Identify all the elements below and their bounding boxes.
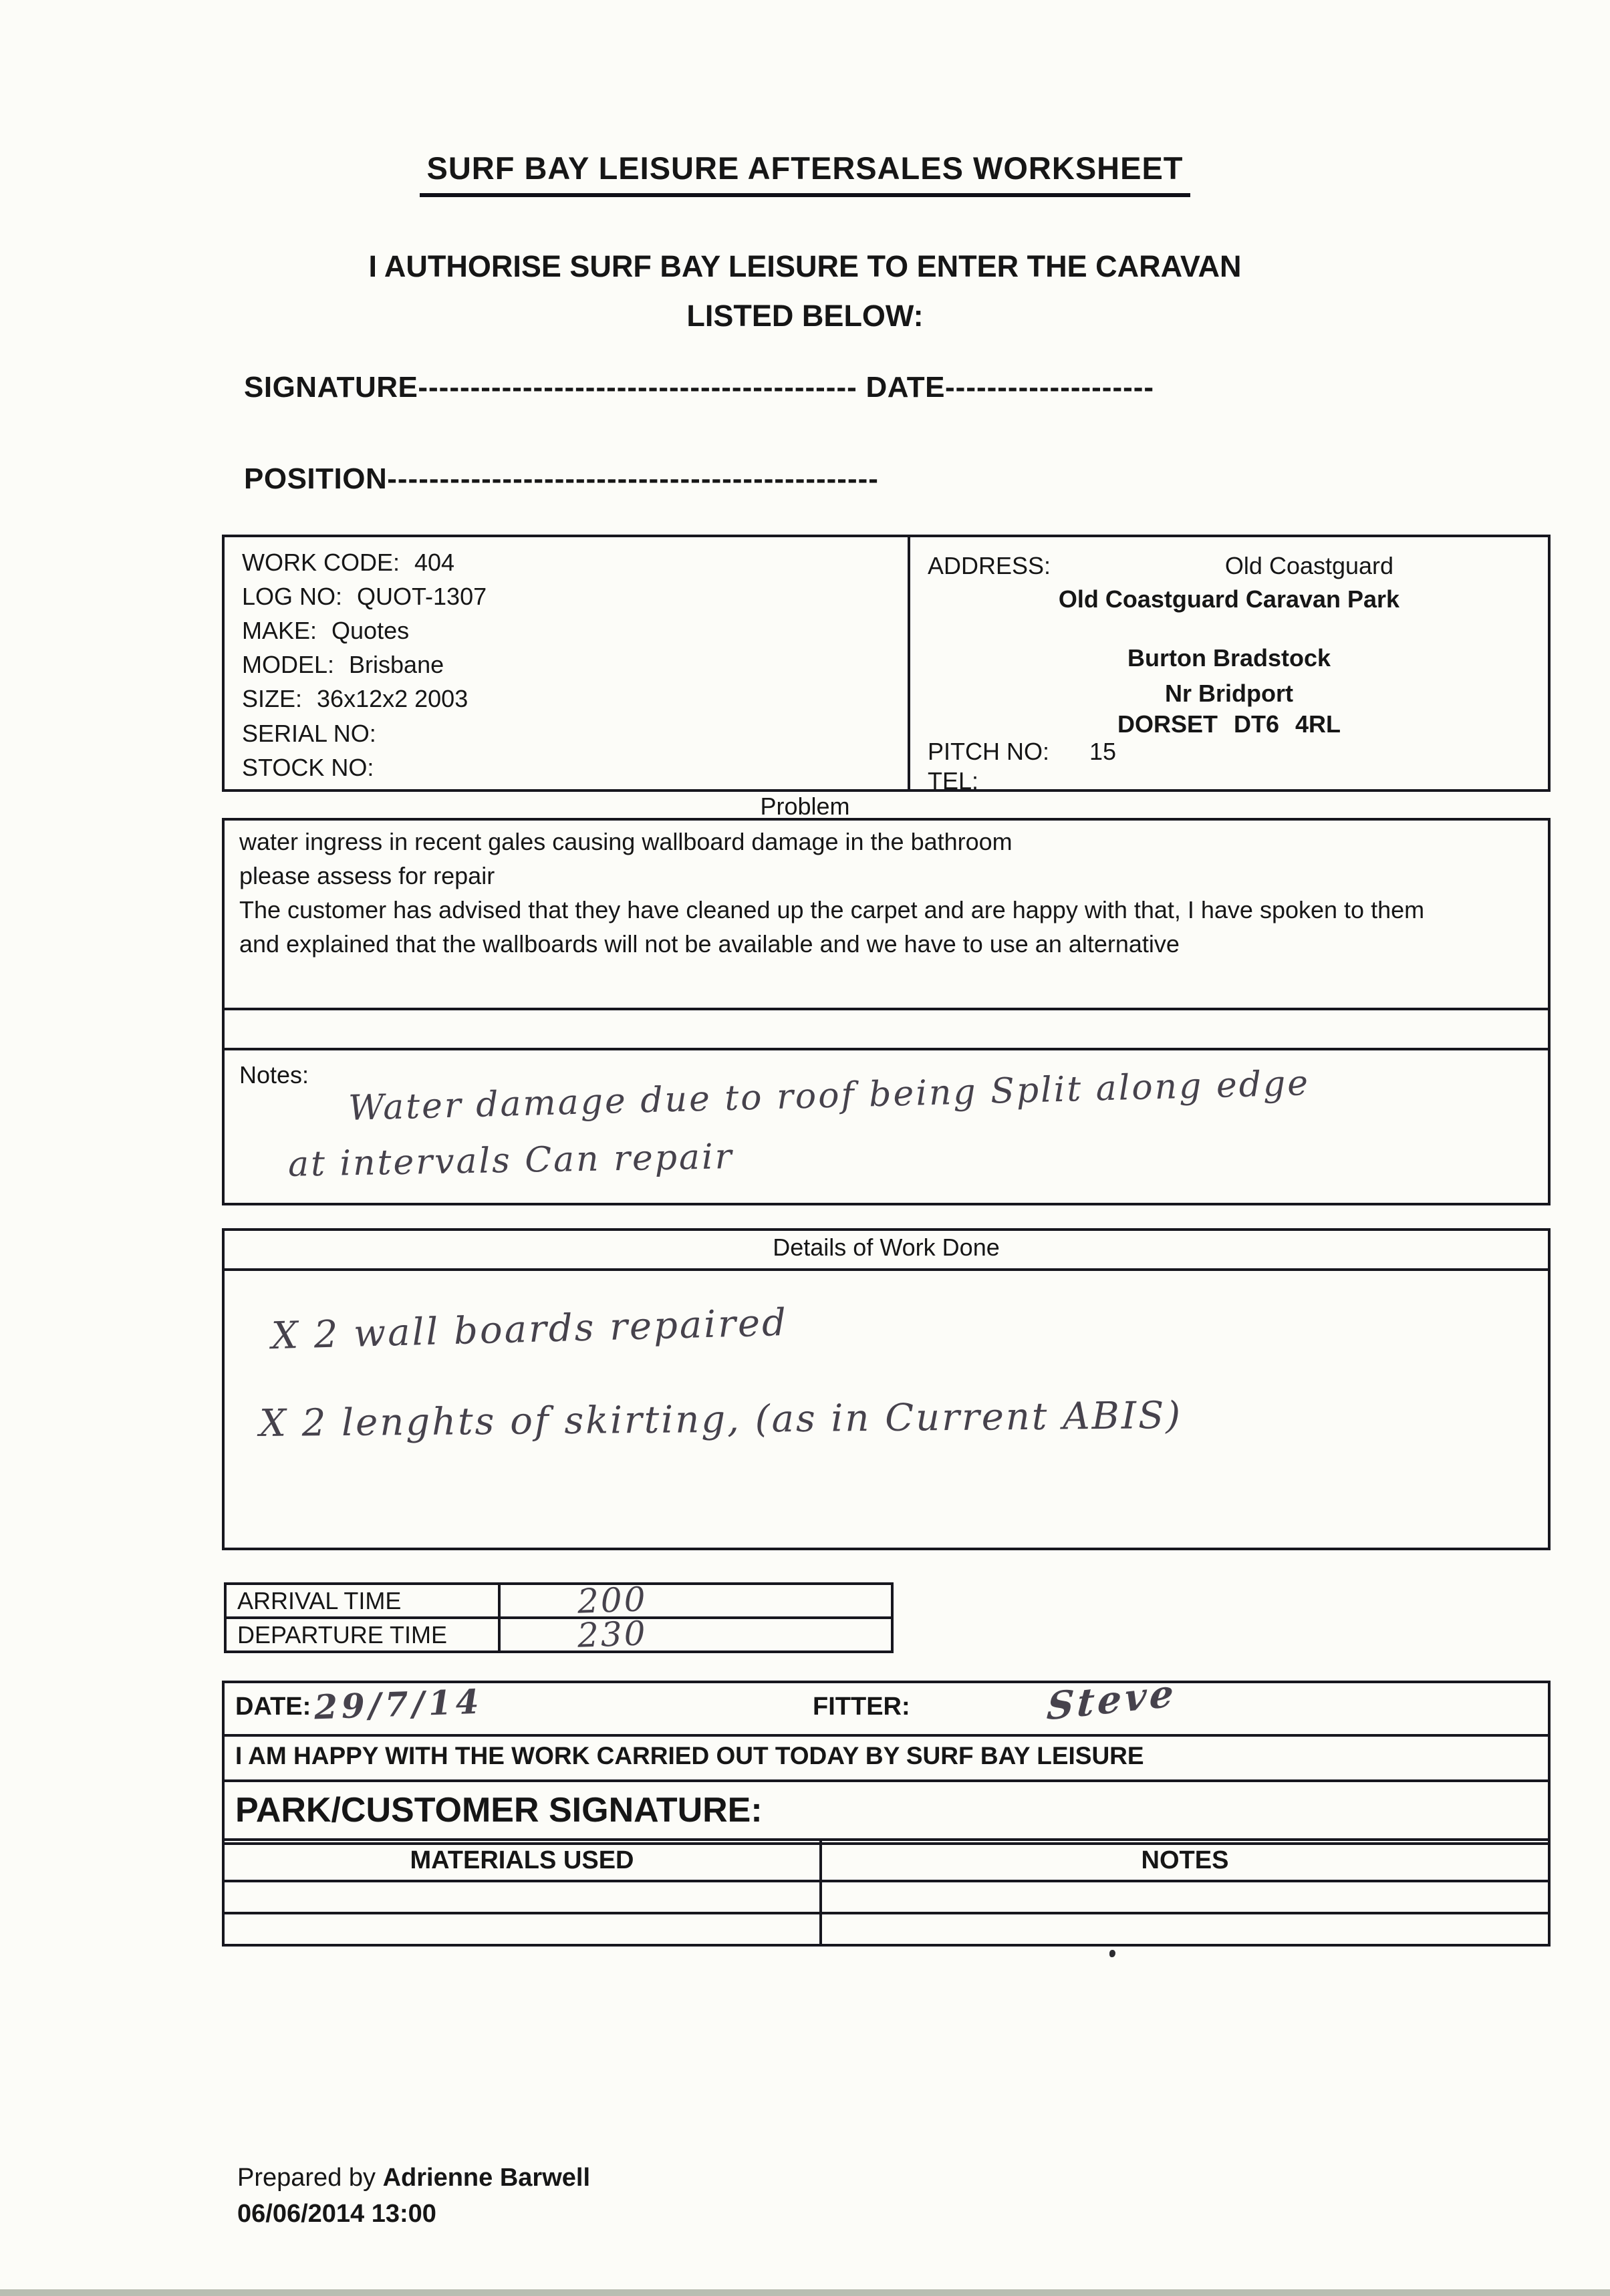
arrival-time-handwriting: 200 — [577, 1580, 648, 1621]
arrival-time-label: ARRIVAL TIME — [227, 1585, 501, 1616]
departure-time-row — [227, 1614, 891, 1655]
work-done-box — [222, 1228, 1551, 1550]
log-no-label: LOG NO: — [242, 583, 343, 611]
signoff-box — [222, 1671, 1551, 1845]
departure-time-value-cell — [501, 1614, 891, 1655]
address-town: Burton Bradstock — [1127, 644, 1331, 672]
make-label: MAKE: — [242, 617, 317, 645]
stock-no-row — [242, 750, 908, 784]
problem-line-3: The customer has advised that they have cleaned up the carpet and are happy with that, I have spoken to them — [239, 896, 1425, 924]
tel-row — [928, 767, 978, 795]
address-line-1: Old Coastguard — [1224, 552, 1394, 579]
arrival-time-row — [227, 1580, 891, 1621]
problem-line-1: water ingress in recent gales causing wallboard damage in the bathroom — [239, 828, 1013, 855]
authorisation-line-2: LISTED BELOW: — [686, 299, 924, 333]
size-label: SIZE: — [242, 685, 303, 713]
materials-notes-header: NOTES — [1141, 1846, 1229, 1874]
page-title: SURF BAY LEISURE AFTERSALES WORKSHEET — [420, 150, 1190, 197]
address-near: Nr Bridport — [1165, 680, 1293, 707]
materials-table — [222, 1838, 1551, 1947]
address-info-panel — [910, 537, 1548, 795]
signoff-date-handwriting: 29/7/14 — [313, 1681, 484, 1727]
signature-label: SIGNATURE — [244, 371, 418, 404]
signature-date-line — [244, 371, 1154, 404]
work-code-row — [242, 545, 908, 579]
signoff-date-label: DATE: — [235, 1693, 311, 1721]
model-label: MODEL: — [242, 651, 335, 679]
materials-row-1-materials-cell — [225, 1882, 822, 1912]
materials-row-2-materials-cell — [225, 1914, 822, 1944]
materials-row-2-notes-cell — [822, 1914, 1548, 1944]
model-row — [242, 648, 908, 682]
size-row — [242, 682, 908, 716]
position-label: POSITION — [244, 462, 388, 495]
materials-row-1-notes-cell — [822, 1882, 1548, 1912]
materials-header-row — [225, 1841, 1548, 1882]
size-value: 36x12x2 2003 — [317, 685, 468, 713]
problem-line-2: please assess for repair — [239, 862, 495, 890]
pitch-no-label: PITCH NO: — [928, 738, 1050, 765]
unit-info-panel — [225, 537, 910, 789]
log-no-row — [242, 579, 908, 613]
departure-time-handwriting: 230 — [577, 1614, 648, 1655]
pitch-no-row — [928, 738, 1116, 766]
ink-dot-artifact — [1109, 1950, 1115, 1957]
make-row — [242, 613, 908, 648]
notes-label: Notes: — [239, 1061, 309, 1089]
prepared-by-prefix: Prepared by — [237, 2164, 383, 2192]
work-code-label: WORK CODE: — [242, 549, 400, 576]
work-code-value: 404 — [414, 549, 455, 576]
authorisation-line-1: I AUTHORISE SURF BAY LEISURE TO ENTER THE CARAVAN — [368, 249, 1242, 283]
work-done-body — [225, 1271, 1548, 1552]
prepared-by-name: Adrienne Barwell — [382, 2164, 590, 2192]
address-label: ADDRESS: — [928, 552, 1051, 579]
date-label: DATE — [865, 371, 946, 404]
notes-handwriting-line-1: Water damage due to roof being Split along edge — [348, 1063, 1311, 1129]
work-done-handwriting-line-2: X 2 lenghts of skirting, (as in Current ABIS) — [259, 1393, 1183, 1446]
serial-no-label: SERIAL NO: — [242, 719, 376, 747]
serial-no-row — [242, 716, 908, 750]
problem-box — [222, 818, 1551, 1205]
fitter-signature-handwriting: Steve — [1045, 1671, 1178, 1729]
page-title-wrap — [0, 150, 1610, 197]
date-fill-dashes: -------------------- — [945, 371, 1155, 404]
prepared-by-line — [237, 2164, 590, 2192]
unit-address-info-box — [222, 535, 1551, 795]
times-table — [224, 1582, 894, 1653]
notes-handwriting-line-2: at intervals Can repair — [287, 1137, 734, 1185]
notes-section — [225, 1050, 1548, 1203]
work-done-handwriting-line-1: X 2 wall boards repaired — [271, 1300, 789, 1358]
problem-heading: Problem — [760, 793, 850, 820]
park-customer-signature-row: PARK/CUSTOMER SIGNATURE: — [235, 1791, 763, 1830]
work-done-heading: Details of Work Done — [225, 1231, 1548, 1271]
model-value: Brisbane — [349, 651, 444, 679]
problem-line-4: and explained that the wallboards will not be available and we have to use an alternative — [239, 930, 1180, 958]
address-park-name: Old Coastguard Caravan Park — [1058, 585, 1400, 613]
fitter-label: FITTER: — [813, 1693, 910, 1721]
authorisation-statement — [0, 242, 1610, 341]
scan-edge-artifact — [0, 2289, 1610, 2296]
address-county-postcode: DORSET DT6 4RL — [1117, 710, 1341, 738]
materials-used-header: MATERIALS USED — [225, 1841, 822, 1880]
arrival-time-value-cell — [501, 1580, 891, 1621]
make-value: Quotes — [331, 617, 410, 645]
prepared-timestamp: 06/06/2014 13:00 — [237, 2200, 436, 2228]
tel-label: TEL: — [928, 767, 979, 795]
materials-row-1 — [225, 1882, 1548, 1914]
problem-description — [225, 821, 1548, 1010]
position-line — [244, 462, 879, 496]
problem-empty-row — [225, 1010, 1548, 1050]
stock-no-label: STOCK NO: — [242, 753, 374, 781]
date-fitter-row — [225, 1671, 1548, 1737]
signature-fill-dashes: ------------------------------------------ — [418, 371, 857, 404]
position-fill-dashes: ----------------------------------------------- — [387, 462, 879, 495]
happy-statement-row: I AM HAPPY WITH THE WORK CARRIED OUT TODAY BY SURF BAY LEISURE — [225, 1737, 1548, 1782]
materials-row-2 — [225, 1914, 1548, 1944]
departure-time-label: DEPARTURE TIME — [227, 1619, 501, 1651]
pitch-no-value: 15 — [1089, 738, 1117, 765]
log-no-value: QUOT-1307 — [357, 583, 487, 611]
